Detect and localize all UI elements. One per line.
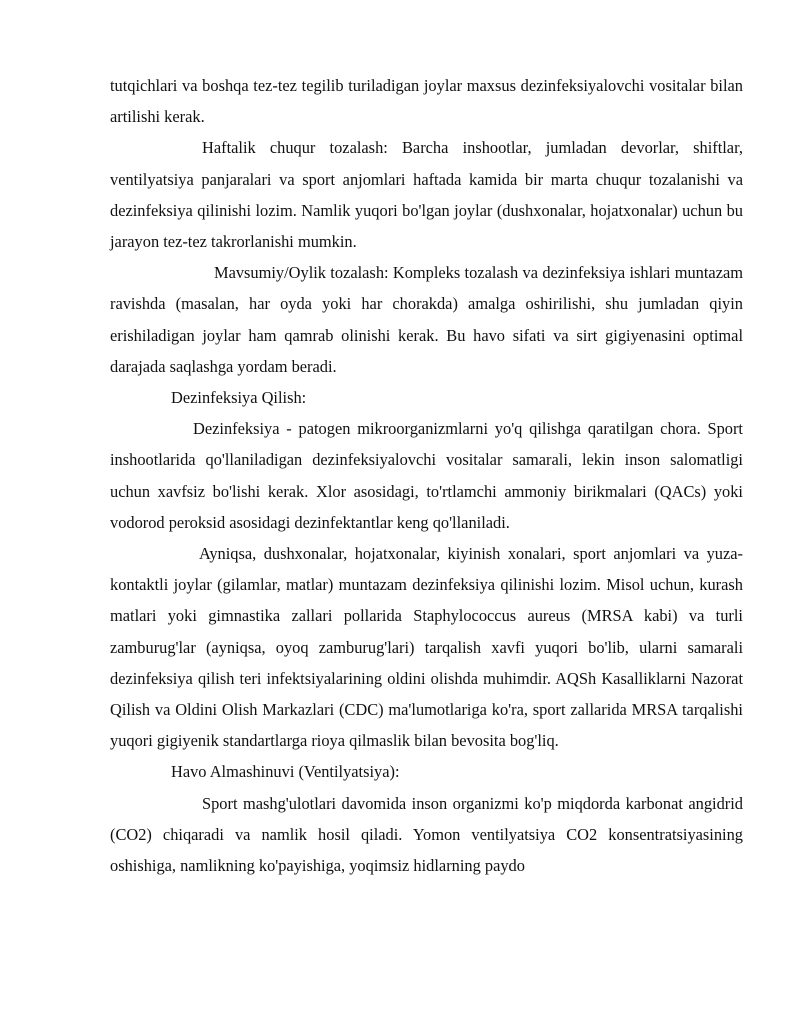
section-heading: Havo Almashinuvi (Ventilyatsiya): <box>171 762 400 782</box>
body-paragraph: Ayniqsa, dushxonalar, hojatxonalar, kiyinish xonalari, sport anjomlari va yuza-kontaktli joylar (gilamlar, matlar) muntazam dezinfeksiya qilinishi lozim. Misol uchun, kurash matlari yoki gimnastika zallari pollarida Staphylococcus aureus (MRSA kabi) va turli zamburug'lar (ayniqsa, oyoq zamburug'lari) tarqalish xavfi yuqori bo'lib, ularni samarali dezinfeksiya qilish teri infektsiyalarining oldini olishda muhimdir. AQSh Kasalliklarni Nazorat Qilish va Oldini Olish Markazlari (CDC) ma'lumotlariga ko'ra, sport zallarida MRSA tarqalishi yuqori gigiyenik standartlarga rioya qilmaslik bilan bevosita bog'liq. <box>110 544 743 751</box>
document-body <box>110 70 743 881</box>
body-paragraph: Sport mashg'ulotlari davomida inson organizmi ko'p miqdorda karbonat angidrid (CO2) chiqaradi va namlik hosil qiladi. Yomon ventilyatsiya CO2 konsentratsiyasining oshishiga, namlikning ko'payishiga, yoqimsiz hidlarning paydo <box>110 793 743 876</box>
body-paragraph: tutqichlari va boshqa tez-tez tegilib turiladigan joylar maxsus dezinfeksiyalovchi vositalar bilan artilishi kerak. <box>110 76 743 127</box>
body-paragraph: Dezinfeksiya - patogen mikroorganizmlarni yo'q qilishga qaratilgan chora. Sport inshootlarida qo'llaniladigan dezinfeksiyalovchi vositalar samarali, lekin inson salomatligi uchun xavfsiz bo'lishi kerak. Xlor asosidagi, to'rtlamchi ammoniy birikmalari (QACs) yoki vodorod peroksid asosidagi dezinfektantlar keng qo'llaniladi. <box>110 419 743 532</box>
body-paragraph: Mavsumiy/Oylik tozalash: Kompleks tozalash va dezinfeksiya ishlari muntazam ravishda (masalan, har oyda yoki har chorakda) amalga oshirilishi, shu jumladan qiyin erishiladigan joylar ham qamrab olinishi kerak. Bu havo sifati va sirt gigiyenasini optimal darajada saqlashga yordam beradi. <box>110 263 743 376</box>
section-heading: Dezinfeksiya Qilish: <box>171 388 307 408</box>
body-paragraph: Haftalik chuqur tozalash: Barcha inshootlar, jumladan devorlar, shiftlar, ventilyatsiya panjaralari va sport anjomlari haftada kamida bir marta chuqur tozalanishi va dezinfeksiya qilinishi lozim. Namlik yuqori bo'lgan joylar (dushxonalar, hojatxonalar) uchun bu jarayon tez-tez takrorlanishi mumkin. <box>110 138 743 252</box>
